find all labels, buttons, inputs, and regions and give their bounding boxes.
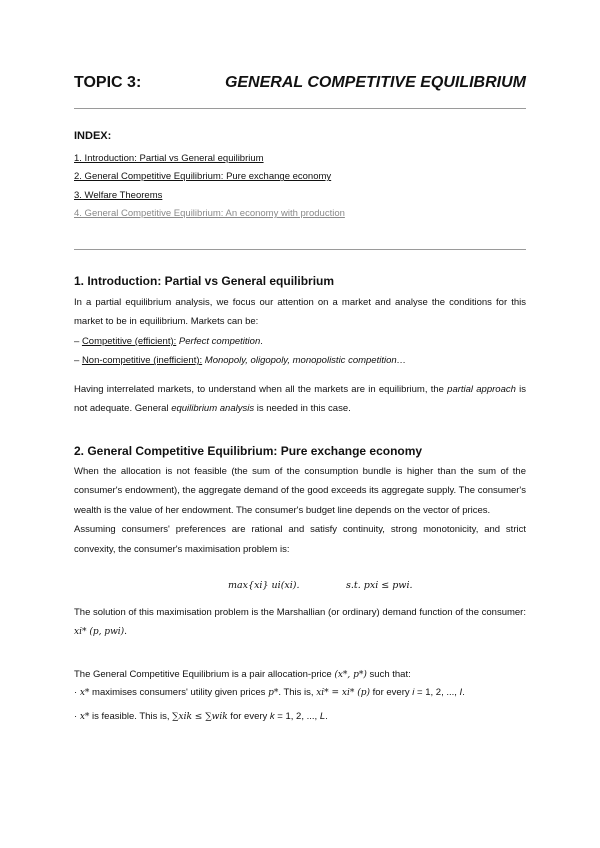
section-1-paragraph-2: Having interrelated markets, to understand when all the markets are in equilibrium, the partial approach is not adequate. General equilibrium analysis is needed in this case. — [74, 383, 526, 415]
section-2-paragraph-4: The General Competitive Equilibrium is a pair allocation-price (x*, p*) such that: — [74, 669, 411, 680]
equilibrium-condition-feasibility: · x* is feasible. This is, ∑xik ≤ ∑wik for every k = 1, 2, ..., L. — [74, 711, 328, 722]
section-2-body — [74, 462, 526, 559]
section-2-paragraph-3: The solution of this maximisation problem is the Marshallian (or ordinary) demand function of the consumer: xi* (p, pwi). — [74, 607, 526, 638]
index-link-pure-exchange[interactable]: 2. General Competitive Equilibrium: Pure exchange economy — [74, 171, 332, 183]
market-type-non-competitive: – Non-competitive (inefficient): Monopoly, oligopoly, monopolistic competition… — [74, 355, 407, 367]
maximisation-objective: max{xi} ui(xi). — [228, 580, 300, 591]
section-1-body — [74, 293, 526, 418]
chapter-title: GENERAL COMPETITIVE EQUILIBRIUM — [224, 74, 526, 91]
page-header — [74, 74, 526, 96]
section-1-title: 1. Introduction: Partial vs General equilibrium — [74, 274, 335, 288]
section-2-paragraph-2: Assuming consumers' preferences are rational and satisfy continuity, strong monotonicity, and strict convexity, the consumer's maximisation problem is: — [74, 524, 526, 555]
equilibrium-condition-utility: · x* maximises consumers' utility given prices p*. This is, xi* = xi* (p) for every i = 1, 2, ..., I. — [74, 687, 465, 698]
header-divider — [74, 108, 526, 109]
index-link-production[interactable]: 4. General Competitive Equilibrium: An economy with production — [74, 207, 345, 219]
index-heading: INDEX: — [74, 130, 112, 142]
topic-label: TOPIC 3: — [74, 74, 142, 91]
market-type-competitive: – Competitive (efficient): Perfect competition. — [74, 335, 263, 347]
index-link-introduction[interactable]: 1. Introduction: Partial vs General equilibrium — [74, 153, 264, 164]
marshallian-demand-formula: xi* (p, pwi). — [74, 627, 128, 638]
budget-constraint: s.t. pxi ≤ pwi. — [346, 580, 413, 591]
section-2-paragraph-1: When the allocation is not feasible (the sum of the consumption bundle is higher than the sum of the consumer's endowment), the aggregate demand of the good exceeds its aggregate supply. The consumer's wealth is the value of her endowment. The consumer's budget line depends on the vector of prices. — [74, 466, 526, 516]
index-divider — [74, 249, 526, 250]
section-2-title: 2. General Competitive Equilibrium: Pure exchange economy — [74, 444, 423, 458]
section-1-intro: In a partial equilibrium analysis, we focus our attention on a market and analyse the conditions for this market to be in equilibrium. Markets can be: — [74, 297, 526, 328]
index-list — [74, 150, 345, 223]
index-link-welfare-theorems[interactable]: 3. Welfare Theorems — [74, 189, 163, 201]
